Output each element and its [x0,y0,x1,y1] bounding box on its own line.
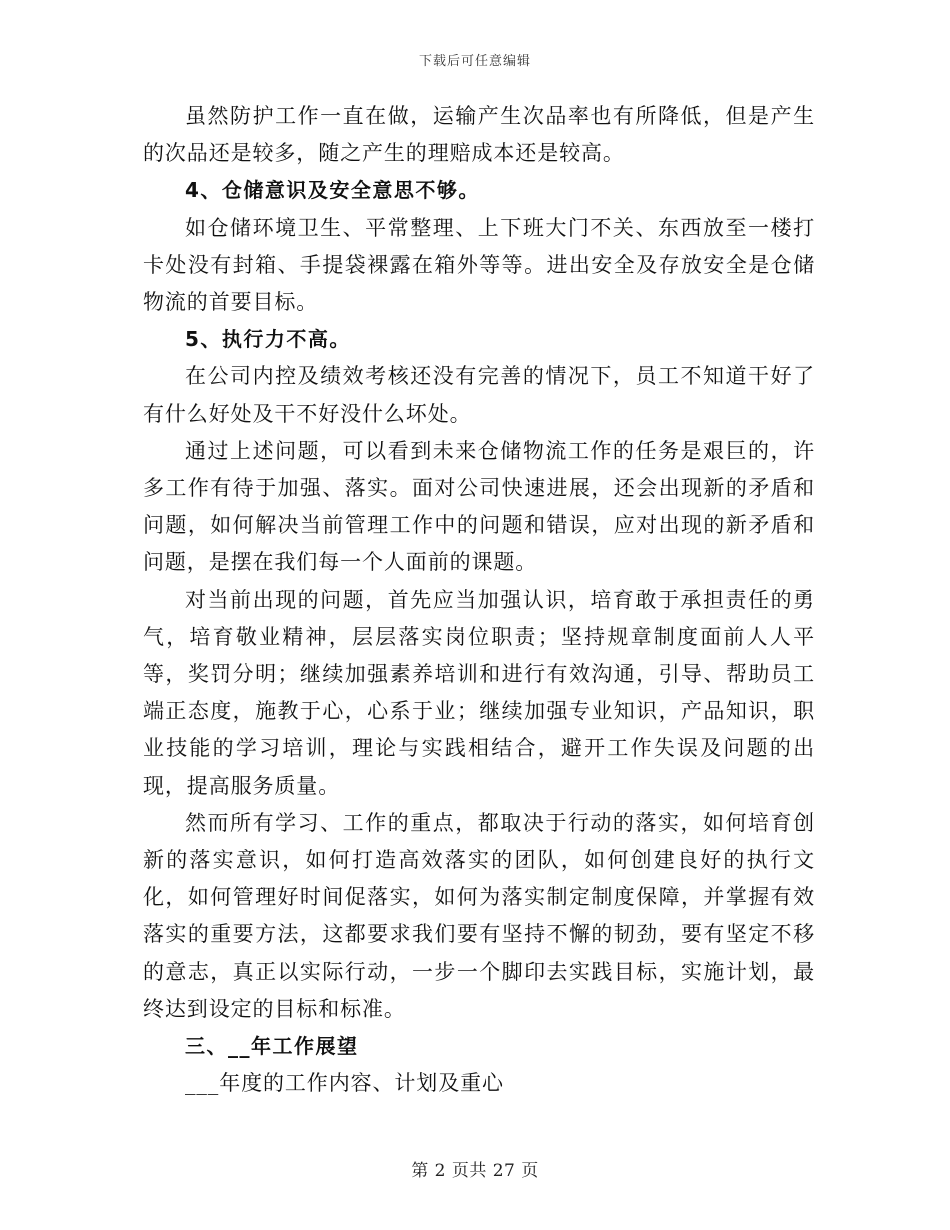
paragraph-defect-rate: 虽然防护工作一直在做，运输产生次品率也有所降低，但是产生的次品还是较多，随之产生的理赔成本还是较高。 [143,104,815,166]
paragraph-plan: ___年度的工作内容、计划及重心 [185,1071,504,1096]
paragraph-challenges: 通过上述问题，可以看到未来仓储物流工作的任务是艰巨的，许多工作有待于加强、落实。面对公司快速进展，还会出现新的矛盾和问题，如何解决当前管理工作中的问题和错误，应对出现的新矛盾和问题，是摆在我们每一个人面前的课题。 [143,438,815,575]
paragraph-execution: 在公司内控及绩效考核还没有完善的情况下，员工不知道干好了有什么好处及干不好没什么坏处。 [143,364,815,426]
page-header: 下载后可任意编辑 [418,54,531,69]
document-body [143,98,815,1102]
heading-outlook: 三、__年工作展望 [185,1034,359,1059]
paragraph-solutions: 对当前出现的问题，首先应当加强认识，培育敢于承担责任的勇气，培育敬业精神，层层落实岗位职责；坚持规章制度面前人人平等，奖罚分明；继续加强素养培训和进行有效沟通，引导、帮助员工端正态度，施教于心，心系于业；继续加强专业知识，产品知识，职业技能的学习培训，理论与实践相结合，避开工作失误及问题的出现，提高服务质量。 [143,587,815,798]
paragraph-storage-examples: 如仓储环境卫生、平常整理、上下班大门不关、东西放至一楼打卡处没有封箱、手提袋裸露在箱外等等。进出安全及存放安全是仓储物流的首要目标。 [143,215,815,315]
paragraph-implementation: 然而所有学习、工作的重点，都取决于行动的落实，如何培育创新的落实意识，如何打造高效落实的团队，如何创建良好的执行文化，如何管理好时间促落实，如何为落实制定制度保障，并掌握有效落实的重要方法，这都要求我们要有坚持不懈的韧劲，要有坚定不移的意志，真正以实际行动，一步一个脚印去实践目标，实施计划，最终达到设定的目标和标准。 [143,810,815,1021]
heading-storage-awareness: 4、仓储意识及安全意思不够。 [185,178,480,203]
page-number: 第 2 页共 27 页 [411,1161,539,1181]
heading-execution: 5、执行力不高。 [185,327,351,352]
